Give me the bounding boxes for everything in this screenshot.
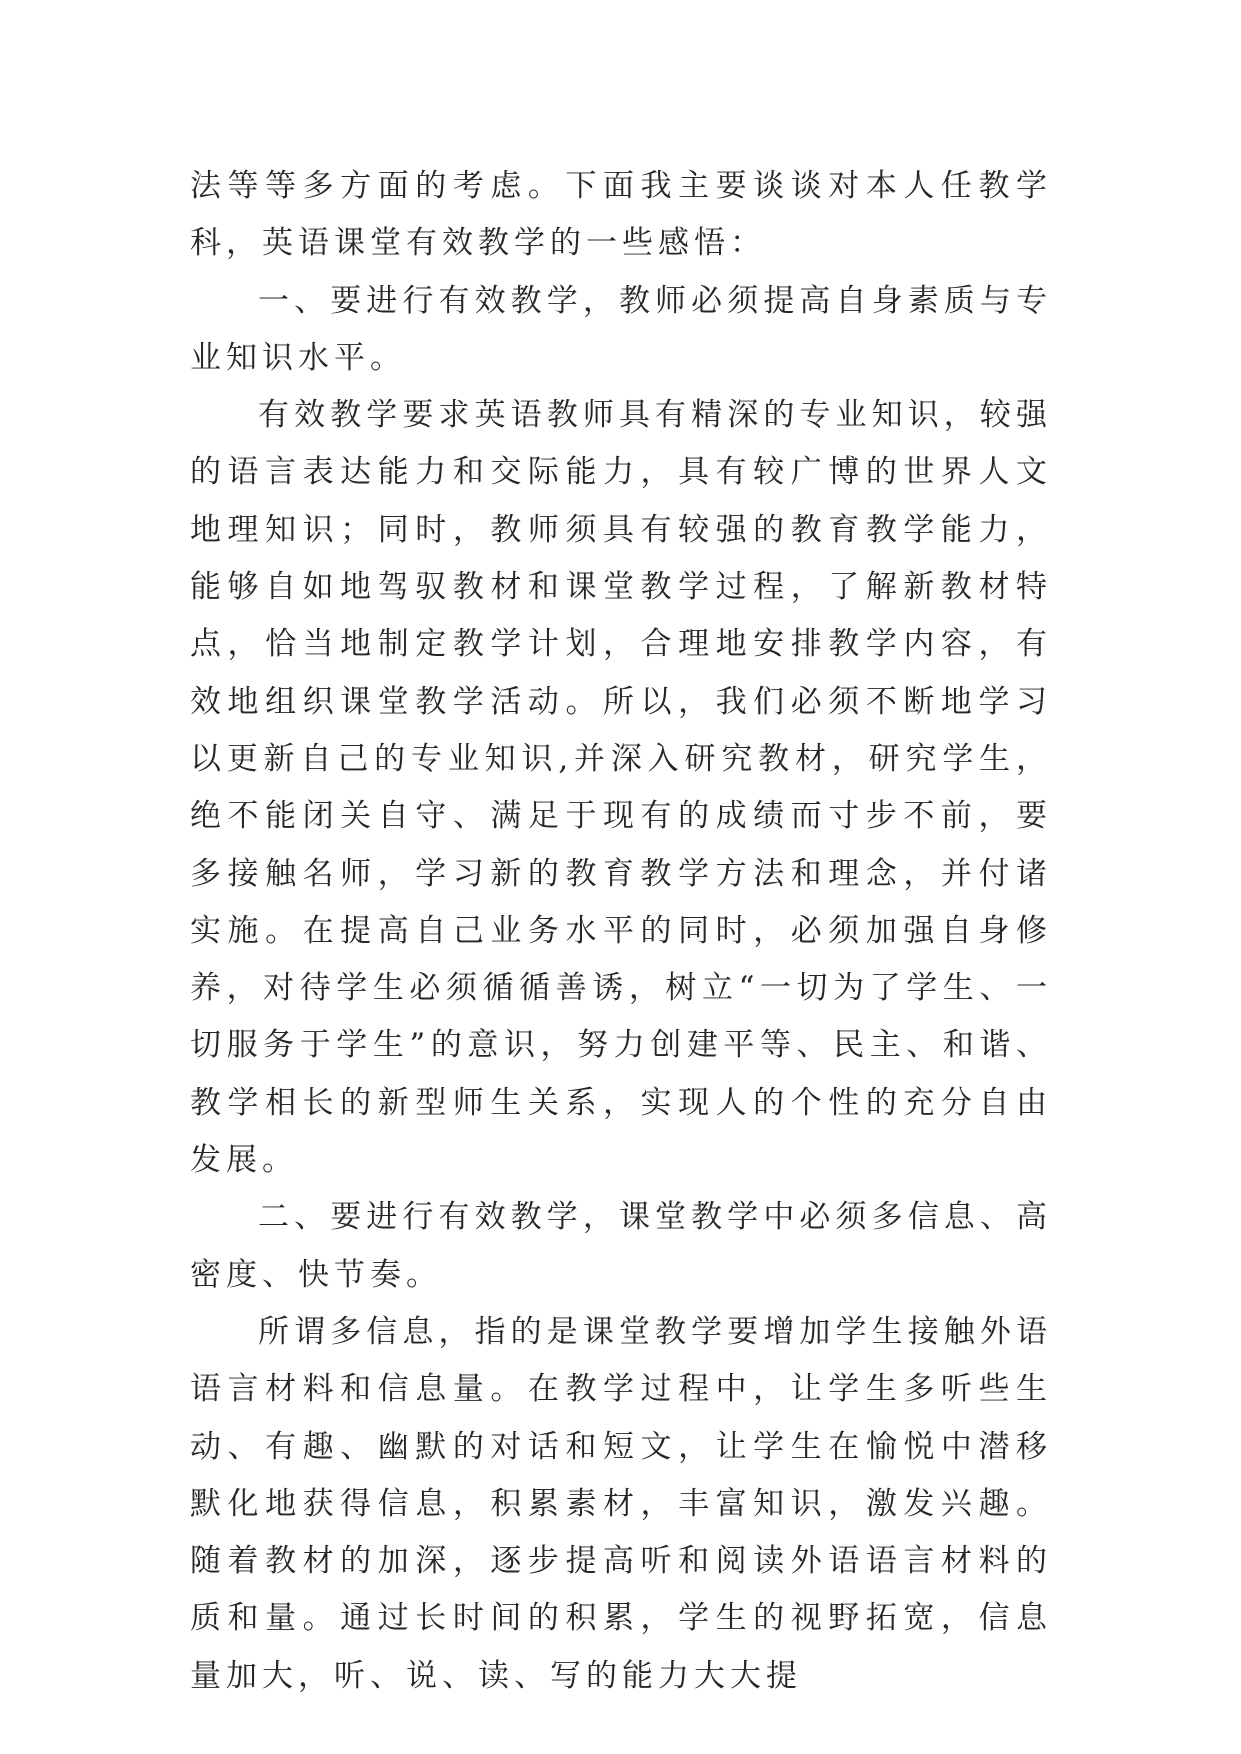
paragraph-body-1: 有效教学要求英语教师具有精深的专业知识，较强的语言表达能力和交际能力，具有较广博的世界人文地理知识；同时，教师须具有较强的教育教学能力，能够自如地驾驭教材和课堂教学过程，了解新教材特点，恰当地制定教学计划，合理地安排教学内容，有效地组织课堂教学活动。所以，我们必须不断地学习以更新自己的专业知识,并深入研究教材，研究学生，绝不能闭关自守、满足于现有的成绩而寸步不前，要多接触名师，学习新的教育教学方法和理念，并付诸实施。在提高自己业务水平的同时，必须加强自身修养，对待学生必须循循善诱，树立“一切为了学生、一切服务于学生”的意识，努力创建平等、民主、和谐、教学相长的新型师生关系，实现人的个性的充分自由发展。 (190, 397, 1052, 1179)
paragraph-continuation: 法等等多方面的考虑。下面我主要谈谈对本人任教学科，英语课堂有效教学的一些感悟： (190, 168, 1052, 262)
paragraph-body-2: 所谓多信息，指的是课堂教学要增加学生接触外语语言材料和信息量。在教学过程中，让学生多听些生动、有趣、幽默的对话和短文，让学生在愉悦中潜移默化地获得信息，积累素材，丰富知识，激发兴趣。随着教材的加深，逐步提高听和阅读外语语言材料的质和量。通过长时间的积累，学生的视野拓宽，信息量加大，听、说、读、写的能力大大提 (190, 1313, 1052, 1694)
section-heading-2: 二、要进行有效教学，课堂教学中必须多信息、高密度、快节奏。 (190, 1199, 1052, 1293)
document-body (190, 158, 1052, 1705)
section-heading-1: 一、要进行有效教学，教师必须提高自身素质与专业知识水平。 (190, 282, 1052, 376)
